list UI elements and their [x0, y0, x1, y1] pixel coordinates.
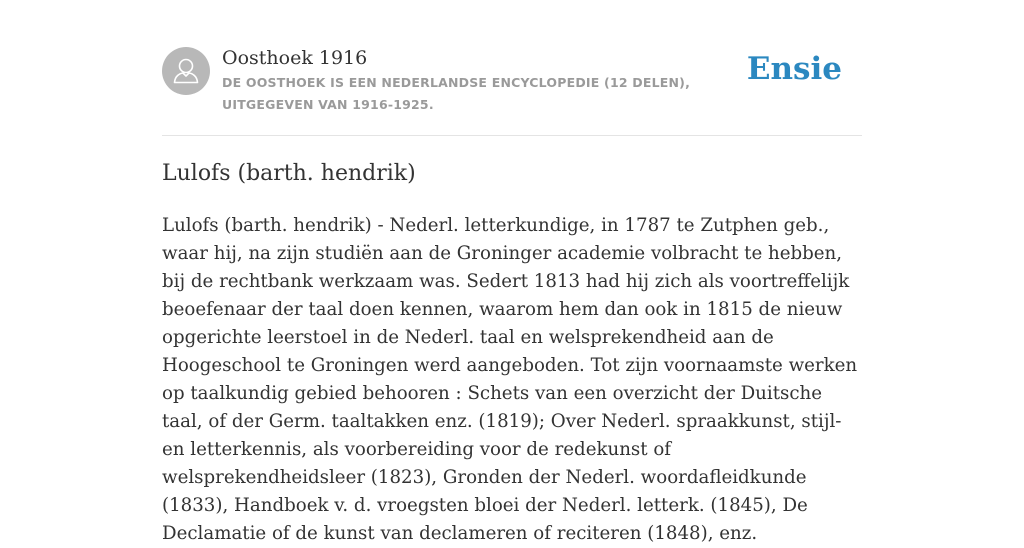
source-title[interactable]: Oosthoek 1916 — [222, 47, 368, 69]
source-description: DE OOSTHOEK IS EEN NEDERLANDSE ENCYCLOPEDIE (12 DELEN), UITGEGEVEN VAN 1916-1925. — [222, 75, 691, 112]
entry-title: Lulofs (barth. hendrik) — [162, 161, 416, 186]
source-header — [162, 46, 862, 136]
user-icon — [162, 47, 210, 95]
source-avatar[interactable] — [162, 47, 210, 95]
entry-body: Lulofs (barth. hendrik) - Nederl. letterkundige, in 1787 te Zutphen geb., waar hij, na zijn studiën aan de Groninger academie volbracht te hebben, bij de rechtbank werkzaam was. Sedert 1813 had hij zich als voortreffelijk beoefenaar der taal doen kennen, waarom hem dan ook in 1815 de nieuw opgerichte leerstoel in de Nederl. taal en welsprekendheid aan de Hoogeschool te Groningen werd aangeboden. Tot zijn voornaamste werken op taalkundig gebied behooren : Schets van een overzicht der Duitsche taal, of der Germ. taaltakken enz. (1819); Over Nederl. spraakkunst, stijl- en letterkennis, als voorbereiding voor de redekunst of welsprekendheidsleer (1823), Gronden der Nederl. woordafleidkunde (1833), Handboek v. d. vroegsten bloei der Nederl. letterk. (1845), De Declamatie of de kunst van declameren of reciteren (1848), enz. — [162, 215, 858, 544]
ensie-logo-link[interactable]: Ensie — [746, 51, 842, 87]
